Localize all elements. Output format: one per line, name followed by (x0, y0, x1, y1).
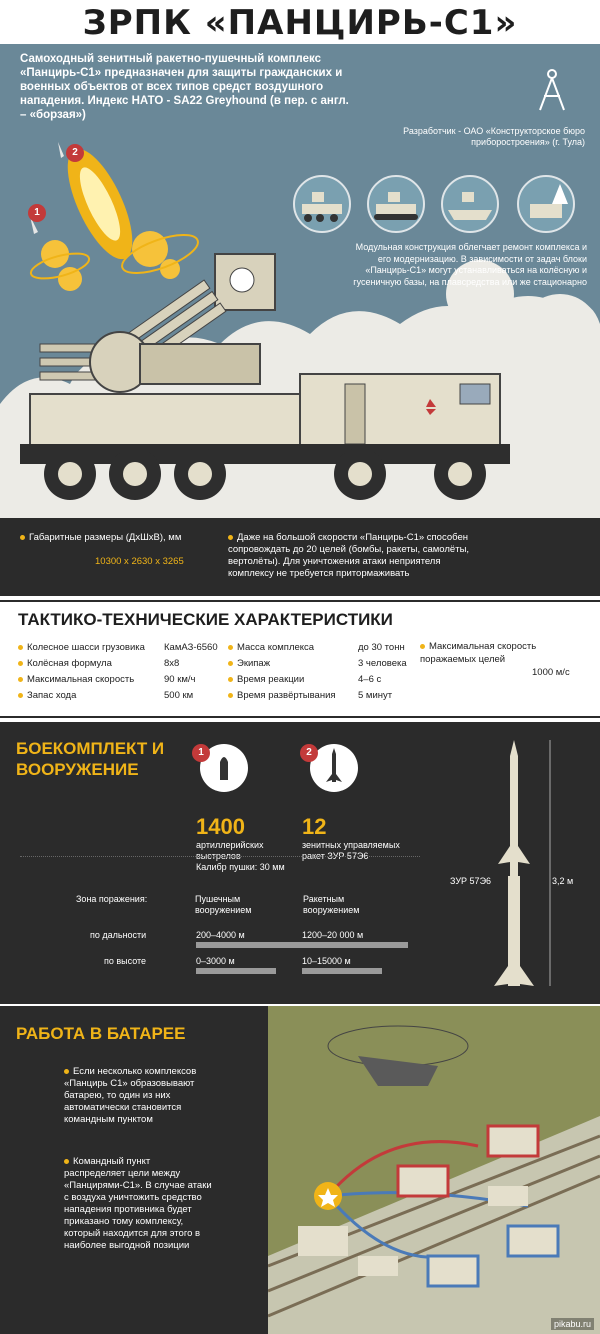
bullet-dot (228, 693, 233, 698)
spec-row (228, 656, 418, 672)
spec-label: Запас хода (27, 690, 77, 701)
missiles-count: 12 (302, 814, 327, 839)
number-badge-2: 2 (66, 144, 84, 162)
spec-row (228, 688, 418, 704)
spec-value: до 30 тонн (358, 642, 405, 653)
missile-illustration (470, 736, 560, 998)
shells-label: артиллерийских выстрелов (196, 840, 264, 861)
rocket-range-value: 1200–20 000 м (302, 930, 364, 940)
gun-header: Пушечным вооружением (195, 894, 252, 915)
dims-value: 10300 х 2630 х 3265 (95, 556, 184, 567)
battery-illustration (268, 1006, 600, 1334)
bullet-dot (228, 645, 233, 650)
gun-height-bar (196, 968, 276, 974)
range-label: по дальности (90, 930, 147, 940)
ammo-badge-1: 1 (192, 744, 210, 762)
spec-label: Масса комплекса (237, 642, 315, 653)
ammo-title-line1: БОЕКОМПЛЕКТ И (16, 739, 165, 758)
dotted-divider (20, 856, 420, 857)
bullet-dot (18, 645, 23, 650)
bullet-dot (64, 1069, 69, 1074)
spec-value: 5 минут (358, 690, 393, 701)
rocket-height-bar (302, 968, 382, 974)
battery-para-2 (64, 1156, 214, 1252)
shells-count: 1400 (196, 814, 245, 839)
ammo-title-line2: ВООРУЖЕНИЕ (16, 760, 139, 779)
gun-range-value: 200–4000 м (196, 930, 245, 940)
missile-explosion (28, 140, 202, 291)
bullet-dot (420, 644, 425, 649)
divider (0, 600, 600, 602)
spec-row (18, 656, 224, 672)
bullet-dot (20, 535, 25, 540)
spec-label: Время реакции (237, 674, 305, 685)
battery-text-1: Если несколько комплексов «Панцирь С1» образовывают батарею, то один из них автоматически становится командным пунктом (64, 1066, 197, 1125)
bullet-dot (18, 661, 23, 666)
spec-label: Время развёртывания (237, 690, 336, 701)
height-label: по высоте (104, 956, 147, 966)
ammo-section (0, 722, 600, 1004)
spec-value: 8х8 (164, 658, 180, 669)
spec-target-speed (420, 640, 590, 679)
modular-text: Модульная конструкция облегчает ремонт комплекса и его модернизацию. В зависимости от задач блоки «Панцирь-С1» могут устанавливаться на колёсную и гусеничную базы, на плавсредства или же стационарно (353, 242, 587, 287)
zone-label: Зона поражения: (76, 894, 148, 904)
spec-label: Максимальная скорость поражаемых целей (420, 641, 537, 665)
spec-label: Максимальная скорость (27, 674, 135, 685)
spec-row (18, 640, 224, 656)
ammo-title (16, 738, 164, 780)
rocket-header: Ракетным вооружением (303, 894, 360, 915)
spec-value: 1000 м/с (532, 667, 570, 678)
ammo-badge-2: 2 (300, 744, 318, 762)
bullet-dot (228, 535, 233, 540)
missile-name: ЗУР 57Э6 (450, 876, 492, 886)
developer-text: Разработчик - ОАО «Конструкторское бюро приборостроения» (г. Тула) (403, 126, 585, 147)
gun-height-value: 0–3000 м (196, 956, 235, 966)
compass-icon (540, 70, 564, 110)
bullet-dot (18, 677, 23, 682)
spec-value: 90 км/ч (164, 674, 196, 685)
spec-value: 500 км (164, 690, 194, 701)
spec-value: 3 человека (358, 658, 407, 669)
bullet-dot (228, 661, 233, 666)
spec-row (228, 640, 418, 656)
bullet-dot (228, 677, 233, 682)
speed-note: Даже на большой скорости «Панцирь-С1» способен сопровождать до 20 целей (бомбы, ракеты, самолёты, вертолёты). Для уничтожения атаки неприятеля комплексу не требуется притормаживать (228, 532, 470, 579)
battery-text-2: Командный пункт распределяет цели между «Панцирями-С1». В случае атаки с воздуха уничтожить средство нападения противника будет приказано тому комплексу, который находится для этого в наиболее выгодной позиции (64, 1156, 212, 1251)
page-title: ЗРПК «ПАНЦИРЬ-С1» (82, 3, 518, 43)
bullet-dot (18, 693, 23, 698)
intro-text: Самоходный зенитный ракетно-пушечный комплекс «Панцирь-С1» предназначен для защиты гражданских и военных объектов от всех типов средст воздушного нападения. Индекс НАТО - SA22 Greyhound (в пер. с англ. – «борзая») (20, 53, 349, 121)
spec-label: Колесное шасси грузовика (27, 642, 145, 653)
battery-title: РАБОТА В БАТАРЕЕ (16, 1024, 186, 1043)
hero-section (0, 44, 600, 518)
divider (0, 716, 600, 718)
spec-row (18, 672, 224, 688)
gun-range-bar (196, 942, 302, 948)
battery-section (0, 1006, 268, 1334)
bullet-dot (64, 1159, 69, 1164)
platform-icons (294, 176, 574, 232)
spec-row (228, 672, 418, 688)
caliber-label: Калибр пушки: 30 мм (196, 862, 285, 872)
spec-value: КамАЗ-6560 (164, 642, 218, 653)
spec-value: 4–6 с (358, 674, 382, 685)
missiles-label: зенитных управляемых ракет ЗУР 57Э6 (302, 840, 400, 861)
speed-note-item (228, 532, 488, 580)
battery-para-1 (64, 1066, 214, 1126)
watermark: pikabu.ru (551, 1318, 594, 1330)
rocket-range-bar (302, 942, 408, 948)
rocket-height-value: 10–15000 м (302, 956, 351, 966)
specs-section (0, 596, 600, 720)
number-badge-1: 1 (28, 204, 46, 222)
dims-label: Габаритные размеры (ДхШхВ), мм (29, 532, 182, 543)
dimensions-strip (0, 518, 600, 596)
specs-title: ТАКТИКО-ТЕХНИЧЕСКИЕ ХАРАКТЕРИСТИКИ (18, 610, 393, 629)
spec-label: Экипаж (237, 658, 271, 669)
battery-map (268, 1006, 600, 1334)
spec-row (18, 688, 224, 704)
dims-item (20, 532, 210, 544)
missile-length: 3,2 м (552, 876, 574, 886)
spec-label: Колёсная формула (27, 658, 112, 669)
